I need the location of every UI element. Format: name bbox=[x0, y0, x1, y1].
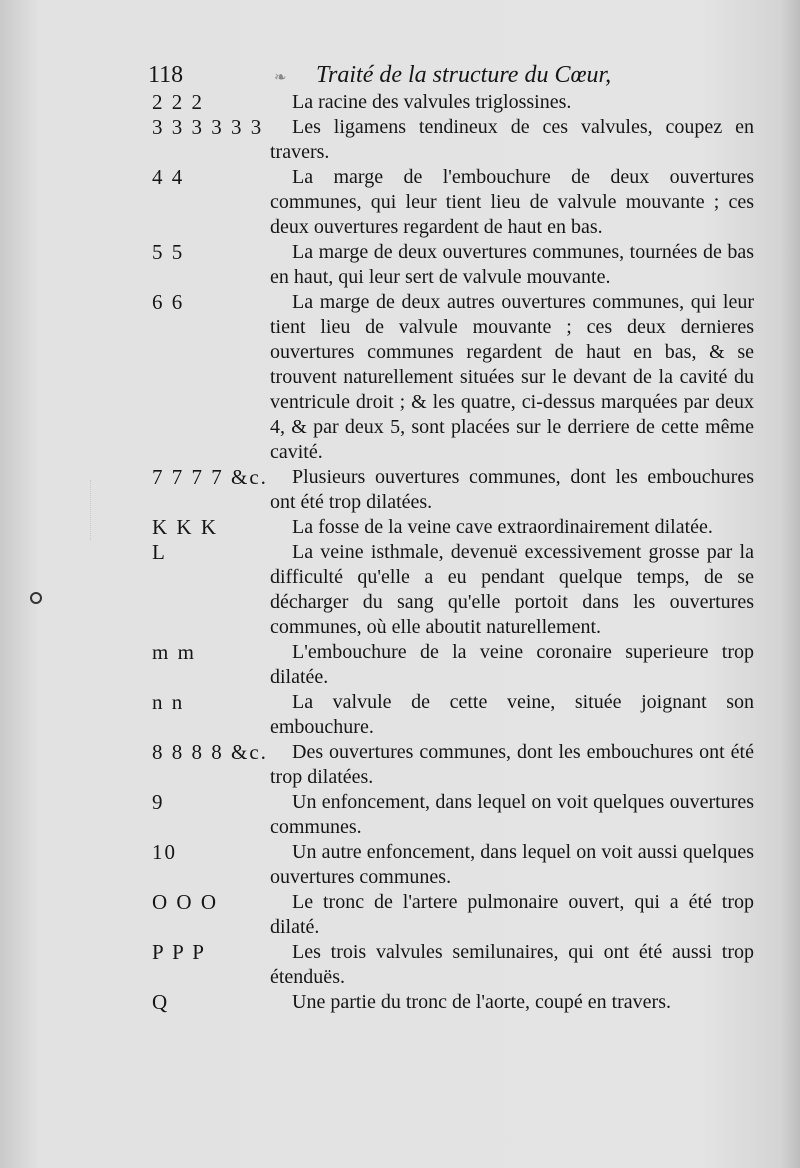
entry-key: 6 6 bbox=[152, 290, 185, 314]
entry-key: 8 8 8 8 &c. bbox=[152, 740, 268, 764]
legend-entry bbox=[0, 165, 800, 240]
entry-text: Un autre enfoncement, dans lequel on voit aussi quelques ouvertures communes. bbox=[270, 841, 754, 888]
page-number: 118 bbox=[148, 62, 184, 88]
entry-text: La marge de l'embouchure de deux ouvertures communes, qui leur tient lieu de valvule mouvante ; ces deux ouvertures regardent de haut en bas. bbox=[270, 166, 754, 238]
entry-key: K K K bbox=[152, 515, 218, 539]
entry-key: P P P bbox=[152, 940, 206, 964]
entry-key: 5 5 bbox=[152, 240, 185, 264]
legend-entry bbox=[0, 115, 800, 165]
entry-text: La veine isthmale, devenuë excessivement grosse par la difficulté qu'elle a eu pendant quelque temps, de se décharger du sang qu'elle portoit dans les ouvertures communes, où elle aboutit naturellement. bbox=[270, 541, 754, 638]
legend-entry bbox=[0, 840, 800, 890]
entry-text: Le tronc de l'artere pulmonaire ouvert, qui a été trop dilaté. bbox=[270, 891, 754, 938]
legend-entry bbox=[0, 540, 800, 640]
entry-key: 3 3 3 3 3 3 bbox=[152, 115, 264, 139]
entry-key: 2 2 2 bbox=[152, 90, 204, 114]
legend-entry bbox=[0, 740, 800, 790]
ornament-icon: ❧ bbox=[274, 68, 287, 86]
entry-text: Plusieurs ouvertures communes, dont les embouchures ont été trop dilatées. bbox=[270, 466, 754, 513]
legend-entry bbox=[0, 940, 800, 990]
entry-text: L'embouchure de la veine coronaire superieure trop dilatée. bbox=[270, 641, 754, 688]
entry-text: Des ouvertures communes, dont les embouchures ont été trop dilatées. bbox=[270, 741, 754, 788]
entry-key: n n bbox=[152, 690, 185, 714]
entry-key: Q bbox=[152, 990, 170, 1014]
legend-entry bbox=[0, 90, 800, 115]
entry-key: 7 7 7 7 &c. bbox=[152, 465, 268, 489]
legend-list bbox=[0, 90, 800, 1015]
legend-entry bbox=[0, 515, 800, 540]
legend-entry bbox=[0, 790, 800, 840]
entry-text: La fosse de la veine cave extraordinairement dilatée. bbox=[292, 516, 713, 538]
entry-text: La valvule de cette veine, située joignant son embouchure. bbox=[270, 691, 754, 738]
entry-key: 9 bbox=[152, 790, 165, 814]
legend-entry bbox=[0, 890, 800, 940]
entry-key: m m bbox=[152, 640, 196, 664]
legend-entry bbox=[0, 990, 800, 1015]
entry-text: La marge de deux ouvertures communes, tournées de bas en haut, qui leur sert de valvule mouvante. bbox=[270, 241, 754, 288]
legend-entry bbox=[0, 465, 800, 515]
entry-text: La racine des valvules triglossines. bbox=[292, 91, 572, 113]
entry-text: Les ligamens tendineux de ces valvules, coupez en travers. bbox=[270, 116, 754, 163]
legend-entry bbox=[0, 640, 800, 690]
legend-entry bbox=[0, 290, 800, 465]
entry-text: Une partie du tronc de l'aorte, coupé en travers. bbox=[292, 991, 671, 1013]
entry-text: La marge de deux autres ouvertures communes, qui leur tient lieu de valvule mouvante ; ces deux dernieres ouvertures communes regardent de haut en bas, & se trouvent naturellement situées sur le devant de la cavité du ventricule droit ; & les quatre, ci-dessus marquées par deux 4, & par deux 5, sont placées sur le derriere de cette même cavité. bbox=[270, 291, 754, 463]
entry-text: Un enfoncement, dans lequel on voit quelques ouvertures communes. bbox=[270, 791, 754, 838]
entry-text: Les trois valvules semilunaires, qui ont été aussi trop étenduës. bbox=[270, 941, 754, 988]
entry-key: 10 bbox=[152, 840, 177, 864]
legend-entry bbox=[0, 690, 800, 740]
entry-key: O O O bbox=[152, 890, 218, 914]
legend-entry bbox=[0, 240, 800, 290]
running-title: Traité de la structure du Cœur, bbox=[316, 62, 612, 88]
entry-key: L bbox=[152, 540, 167, 564]
entry-key: 4 4 bbox=[152, 165, 185, 189]
